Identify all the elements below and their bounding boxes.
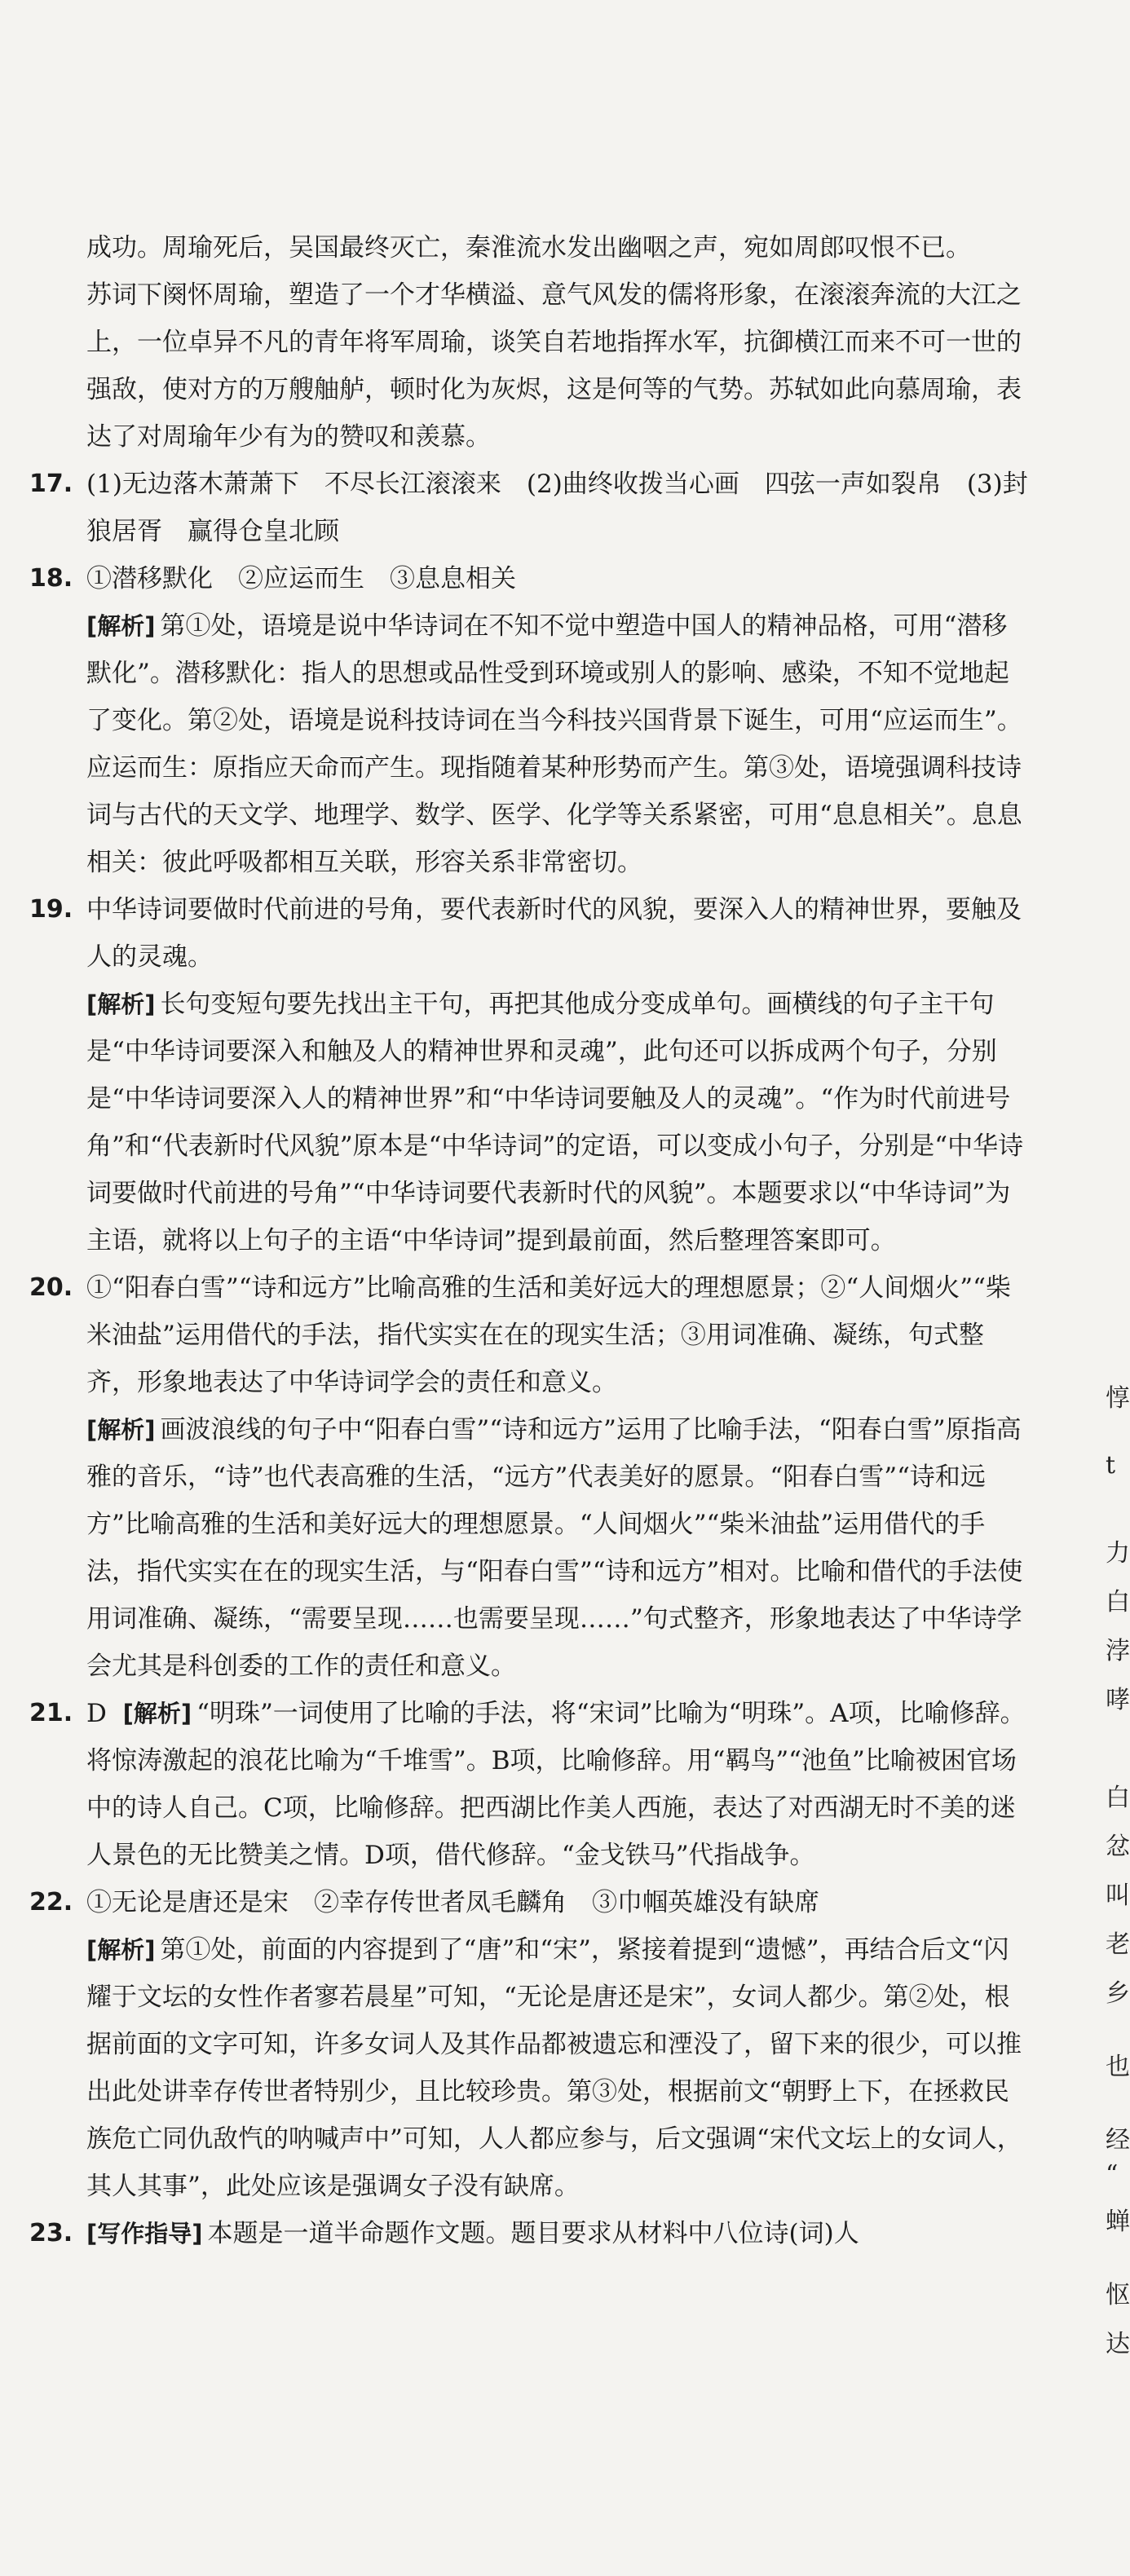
analysis-paragraph	[86, 1926, 1032, 2210]
analysis-text: 画波浪线的句子中“阳春白雪”“诗和远方”运用了比喻手法，“阳春白雪”原指高雅的音乐，“诗”也代表高雅的生活，“远方”代表美好的愿景。“阳春白雪”“诗和远方”比喻高雅的生活和美好远大的理想愿景。“人间烟火”“柴米油盐”运用借代的手法，指代实实在在的现实生活，与“阳春白雪”“诗和远方”相对。比喻和借代的手法使用词准确、凝练，“需要呈现……也需要呈现……”句式整齐，形象地表达了中华诗学会尤其是科创委的工作的责任和意义。	[86, 1415, 1023, 1681]
question-number: 23.	[29, 2219, 73, 2247]
answer-text: 中华诗词要做时代前进的号角，要代表新时代的风貌，要深入人的精神世界，要触及人的灵魂。	[86, 895, 1022, 972]
analysis-text: 第①处，语境是说中华诗词在不知不觉中塑造中国人的精神品格，可用“潜移默化”。潜移默化：指人的思想或品性受到环境或别人的影响、感染，不知不觉地起了变化。第②处，语境是说科技诗词在当今科技兴国背景下诞生，可用“应运而生”。应运而生：原指应天命而产生。现指随着某种形势而产生。第③处，语境强调科技诗词与古代的天文学、地理学、数学、医学、化学等关系紧密，可用“息息相关”。息息相关：彼此呼吸都相互关联，形容关系非常密切。	[86, 611, 1022, 877]
answer-text: D	[86, 1699, 107, 1728]
edge-glyph: 经	[1106, 2126, 1130, 2155]
analysis-tag: [解析]	[86, 612, 156, 640]
analysis-paragraph	[86, 1406, 1032, 1690]
edge-glyph: 怄	[1106, 2281, 1130, 2309]
analysis-paragraph	[86, 981, 1032, 1264]
intro-paragraph-2: 苏词下阕怀周瑜，塑造了一个才华横溢、意气风发的儒将形象，在滚滚奔流的大江之上，一位卓异不凡的青年将军周瑜，谈笑自若地指挥水军，抗御横江而来不可一世的强敌，使对方的万艘舳舻，顿时化为灰烬，这是何等的气势。苏轼如此向慕周瑜，表达了对周瑜年少有为的赞叹和羡慕。	[86, 280, 1022, 452]
edge-glyph: 也	[1106, 2053, 1130, 2081]
question-22	[29, 1879, 1032, 2210]
analysis-paragraph	[86, 602, 1032, 886]
next-page-edge	[1102, 0, 1130, 2576]
question-number: 19.	[29, 895, 73, 924]
analysis-paragraph	[86, 2210, 1032, 2257]
edge-glyph: “	[1106, 2160, 1119, 2189]
edge-glyph: 忿	[1106, 1833, 1130, 1861]
analysis-tag: [解析]	[86, 1416, 156, 1444]
edge-glyph: 白	[1106, 1588, 1130, 1617]
analysis-tag: [解析]	[122, 1700, 192, 1727]
edge-glyph: 乡	[1106, 1979, 1130, 2008]
question-18	[29, 555, 1032, 886]
edge-glyph: 老	[1106, 1930, 1130, 1959]
question-number: 21.	[29, 1699, 73, 1727]
edge-glyph: 浡	[1106, 1637, 1130, 1665]
question-number: 17.	[29, 470, 73, 498]
question-number: 20.	[29, 1273, 73, 1302]
answer-text: (1)无边落木萧萧下 不尽长江滚滚来 (2)曲终收拨当心画 四弦一声如裂帛 (3)封狼居胥 赢得仓皇北顾	[86, 470, 1028, 546]
analysis-tag: [解析]	[86, 1936, 156, 1964]
edge-glyph: 惇	[1106, 1384, 1130, 1413]
writing-guide-tag: [写作指导]	[86, 2220, 203, 2247]
answer-text: ①潜移默化 ②应运而生 ③息息相关	[86, 564, 516, 593]
analysis-text: 第①处，前面的内容提到了“唐”和“宋”，紧接着提到“遗憾”，再结合后文“闪耀于文坛的女性作者寥若晨星”可知，“无论是唐还是宋”，女词人都少。第②处，根据前面的文字可知，许多女词人及其作品都被遗忘和湮没了，留下来的很少，可以推出此处讲幸存传世者特别少，且比较珍贵。第③处，根据前文“朝野上下，在拯救民族危亡同仇敌忾的呐喊声中”可知，人人都应参与，后文强调“宋代文坛上的女词人，其人其事”，此处应该是强调女子没有缺席。	[86, 1935, 1022, 2201]
analysis-text: “明珠”一词使用了比喻的手法，将“宋词”比喻为“明珠”。A项，比喻修辞。将惊涛激起的浪花比喻为“千堆雪”。B项，比喻修辞。用“羁鸟”“池鱼”比喻被困官场中的诗人自己。C项，比喻修辞。把西湖比作美人西施，表达了对西湖无时不美的迷人景色的无比赞美之情。D项，借代修辞。“金戈铁马”代指战争。	[86, 1699, 1026, 1870]
analysis-tag: [解析]	[86, 990, 156, 1018]
question-23	[29, 2210, 1032, 2257]
question-20	[29, 1264, 1032, 1690]
answer-content	[29, 224, 1032, 2257]
edge-glyph: 达	[1106, 2330, 1130, 2358]
edge-glyph: 哮	[1106, 1686, 1130, 1714]
answer-text: ①无论是唐还是宋 ②幸存传世者凤毛麟角 ③巾帼英雄没有缺席	[86, 1888, 819, 1917]
question-number: 22.	[29, 1888, 73, 1917]
question-19	[29, 886, 1032, 1264]
analysis-paragraph	[86, 1690, 1032, 1879]
intro-paragraph-1: 成功。周瑜死后，吴国最终灭亡，秦淮流水发出幽咽之声，宛如周郎叹恨不已。	[86, 233, 971, 262]
edge-glyph: 蝉	[1106, 2208, 1130, 2236]
edge-glyph: t	[1106, 1451, 1116, 1480]
question-17	[29, 461, 1032, 555]
edge-glyph: 叫	[1106, 1881, 1130, 1910]
answer-text: ①“阳春白雪”“诗和远方”比喻高雅的生活和美好远大的理想愿景；②“人间烟火”“柴米油盐”运用借代的手法，指代实实在在的现实生活；③用词准确、凝练，句式整齐，形象地表达了中华诗词学会的责任和意义。	[86, 1273, 1011, 1397]
edge-glyph: 白	[1106, 1784, 1130, 1812]
question-21	[29, 1690, 1032, 1879]
question-number: 18.	[29, 564, 73, 593]
analysis-text: 长句变短句要先找出主干句，再把其他成分变成单句。画横线的句子主干句是“中华诗词要深入和触及人的精神世界和灵魂”，此句还可以拆成两个句子，分别是“中华诗词要深入人的精神世界”和“中华诗词要触及人的灵魂”。“作为时代前进号角”和“代表新时代风貌”原本是“中华诗词”的定语，可以变成小句子，分别是“中华诗词要做时代前进的号角”“中华诗词要代表新时代的风貌”。本题要求以“中华诗词”为主语，就将以上句子的主语“中华诗词”提到最前面，然后整理答案即可。	[86, 990, 1024, 1255]
analysis-text: 本题是一道半命题作文题。题目要求从材料中八位诗(词)人	[207, 2219, 859, 2248]
edge-glyph: 力	[1106, 1539, 1130, 1568]
